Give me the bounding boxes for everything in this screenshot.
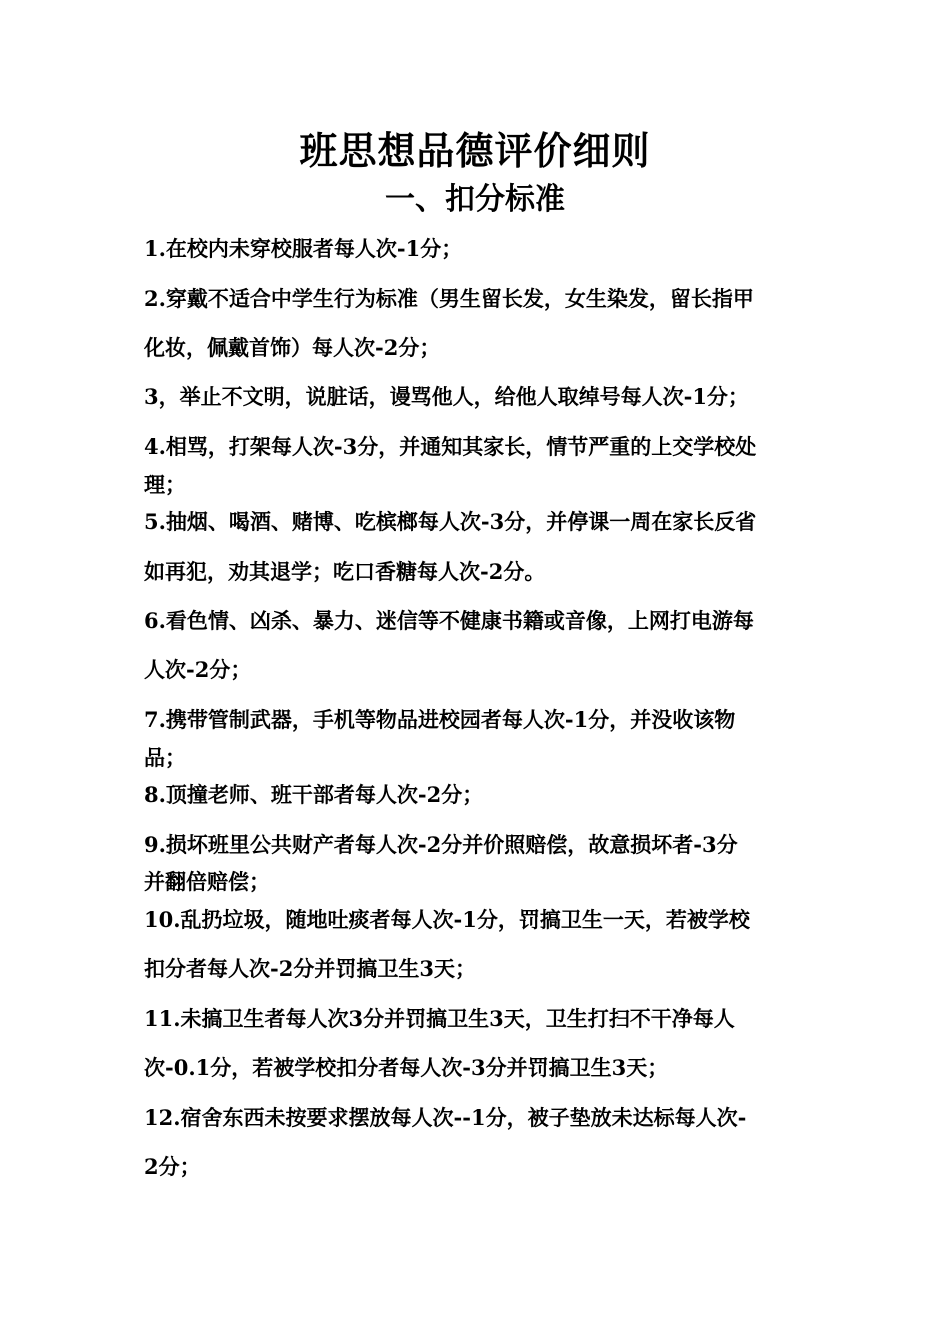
document-title: 班思想品德评价细则 — [299, 129, 651, 173]
rule-line: 5.抽烟、喝酒、赌博、吃槟榔每人次-3分，并停课一周在家长反省 — [144, 509, 757, 534]
rule-line: 3，举止不文明，说脏话，谩骂他人，给他人取绰号每人次-1分； — [144, 384, 749, 409]
rule-line: 扣分者每人次-2分并罚搞卫生3天； — [144, 956, 476, 981]
rule-line: 人次-2分； — [144, 657, 252, 682]
rule-line: 理； — [144, 472, 186, 497]
rule-line: 次-0.1分，若被学校扣分者每人次-3分并罚搞卫生3天； — [144, 1055, 669, 1080]
rule-line: 化妆，佩戴首饰）每人次-2分； — [144, 335, 441, 360]
rule-line: 品； — [144, 745, 186, 770]
rule-line: 4.相骂，打架每人次-3分，并通知其家长，情节严重的上交学校处 — [144, 434, 757, 459]
rule-line: 并翻倍赔偿； — [144, 869, 270, 894]
rule-line: 9.损坏班里公共财产者每人次-2分并价照赔偿，故意损坏者-3分 — [144, 832, 738, 857]
section-heading: 一、扣分标准 — [385, 182, 565, 217]
rule-line: 8.顶撞老师、班干部者每人次-2分； — [144, 782, 484, 807]
rule-line: 7.携带管制武器，手机等物品进校园者每人次-1分，并没收该物 — [144, 707, 736, 732]
rule-line: 2分； — [144, 1154, 201, 1179]
rule-line: 2.穿戴不适合中学生行为标准（男生留长发，女生染发，留长指甲 — [144, 286, 754, 311]
rule-line: 11.未搞卫生者每人次3分并罚搞卫生3天，卫生打扫不干净每人 — [144, 1006, 735, 1031]
rule-line: 1.在校内未穿校服者每人次-1分； — [144, 236, 463, 261]
rule-line: 如再犯，劝其退学；吃口香糖每人次-2分。 — [144, 559, 546, 584]
rule-line: 6.看色情、凶杀、暴力、迷信等不健康书籍或音像，上网打电游每 — [144, 608, 754, 633]
rule-line: 12.宿舍东西未按要求摆放每人次--1分，被子垫放未达标每人次- — [144, 1105, 747, 1130]
rule-line: 10.乱扔垃圾，随地吐痰者每人次-1分，罚搞卫生一天，若被学校 — [144, 907, 750, 932]
